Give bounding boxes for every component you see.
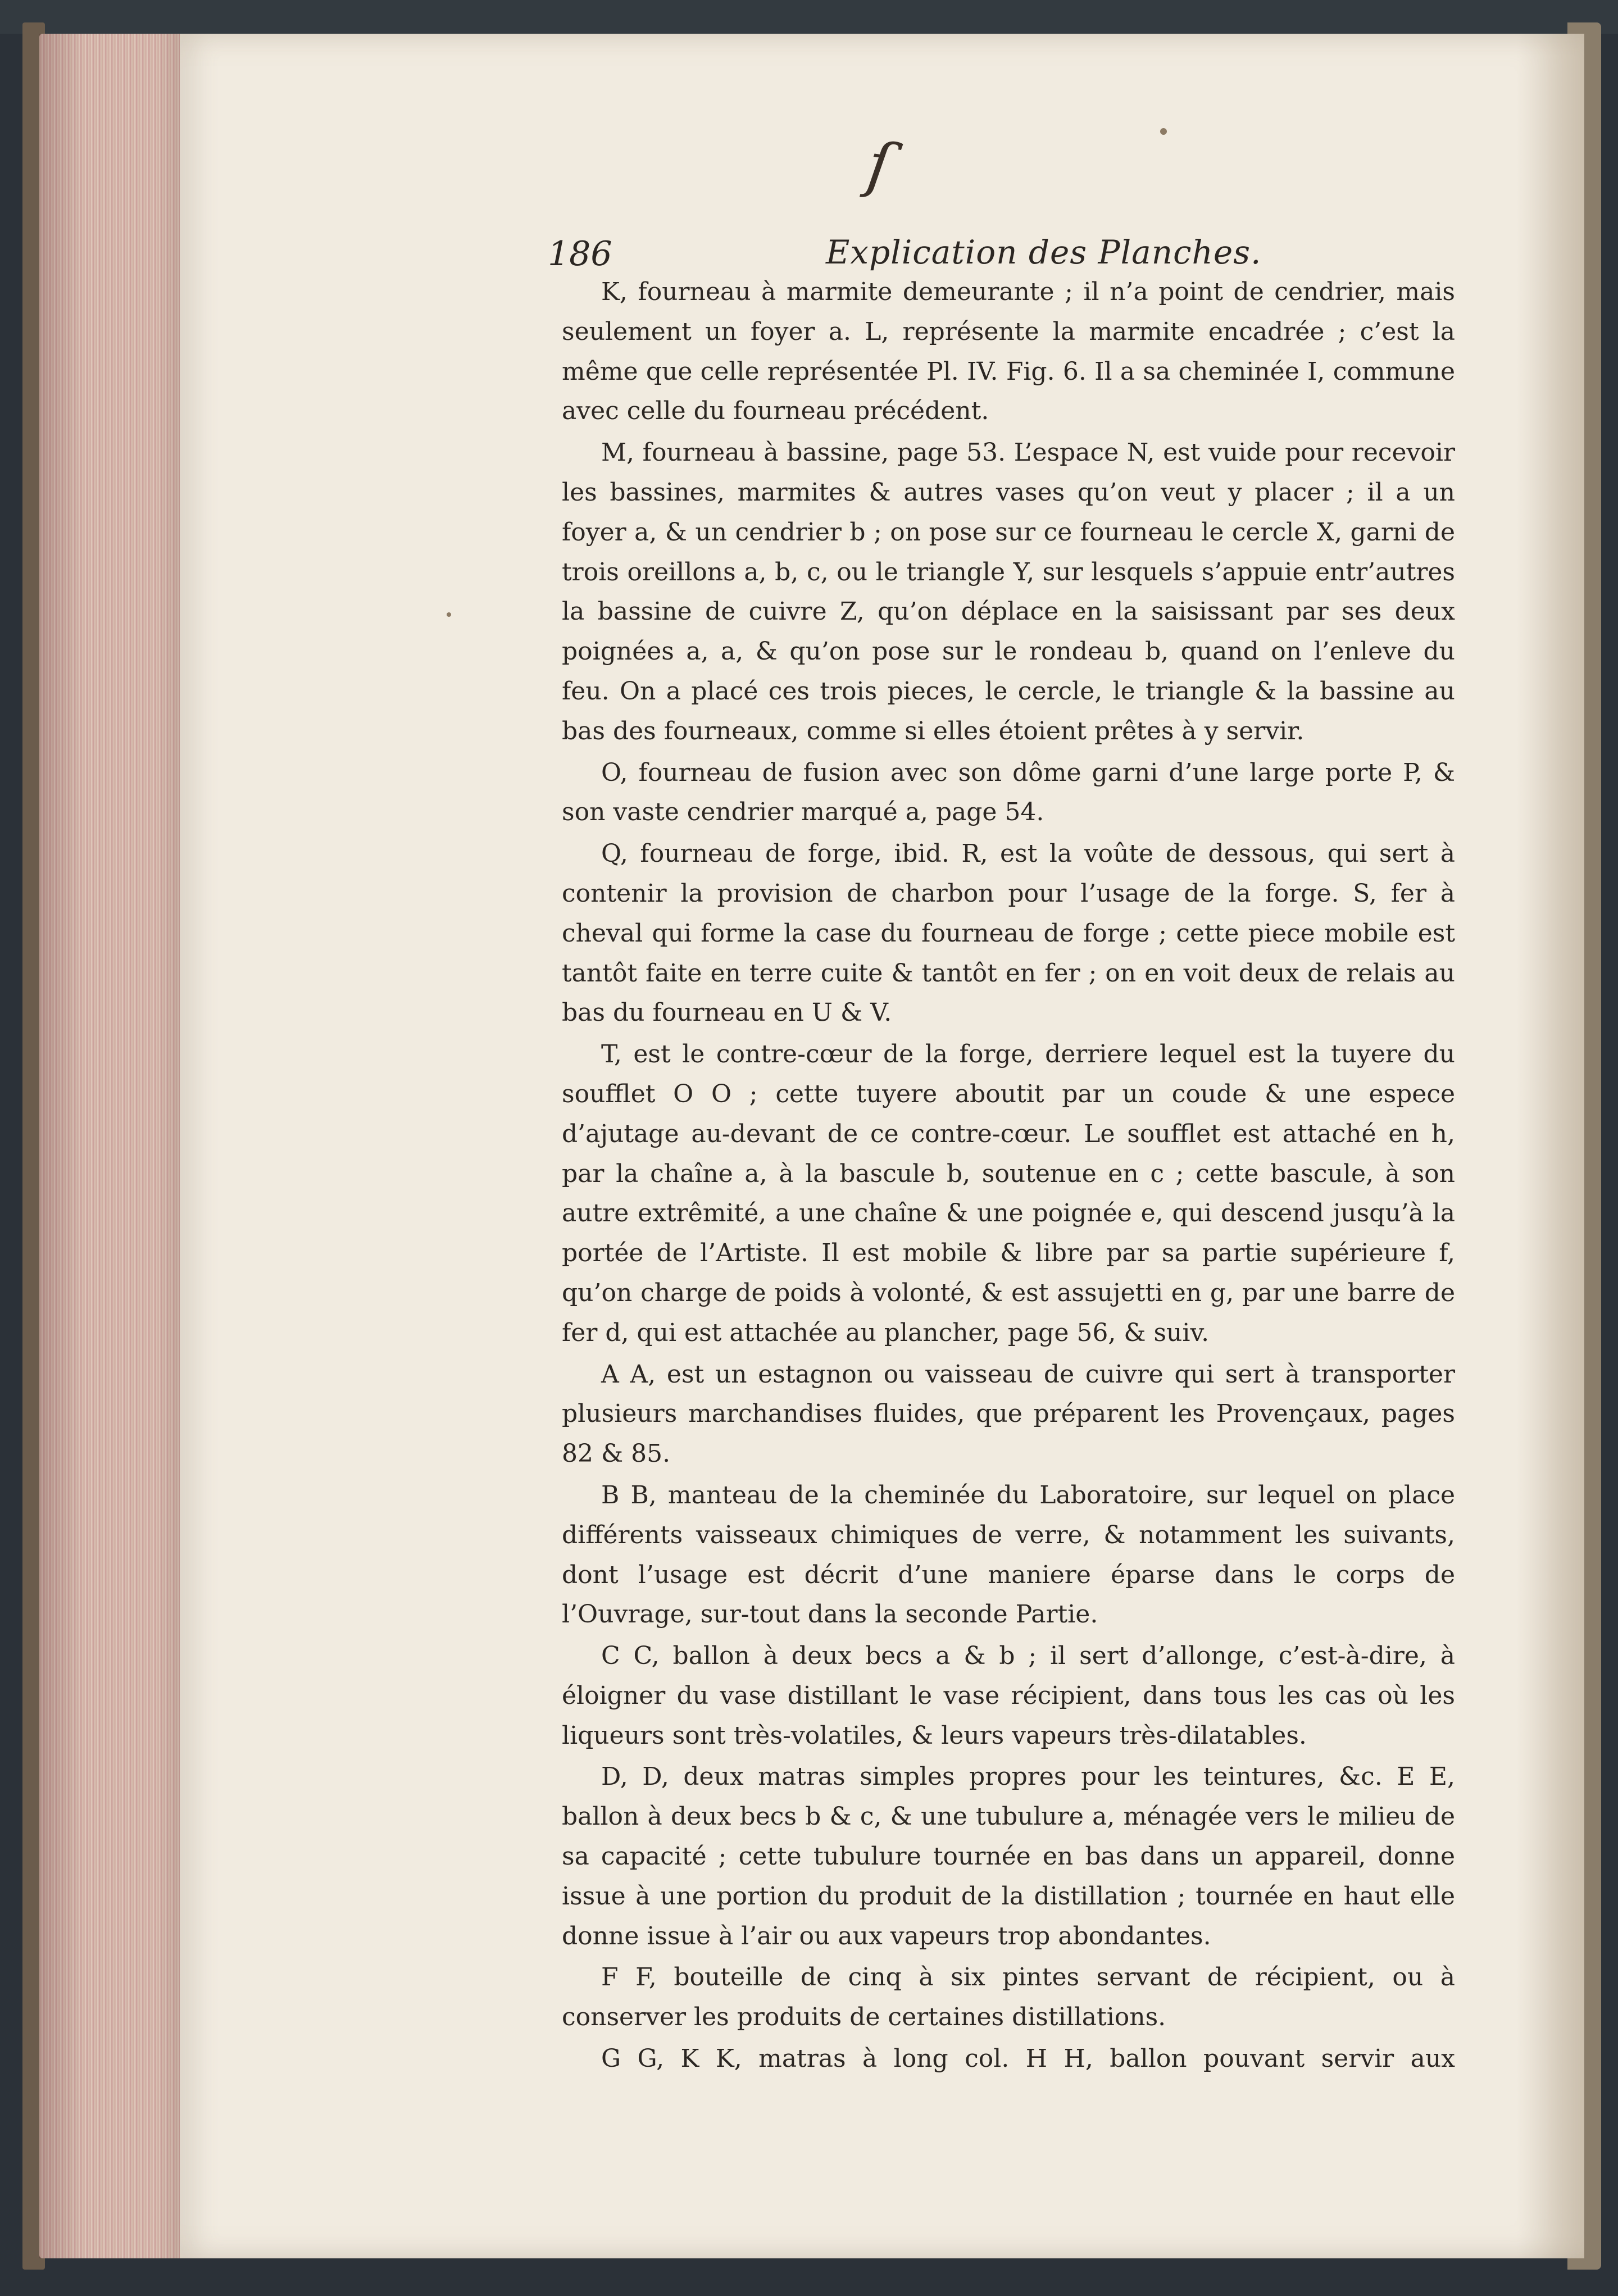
scanner-backdrop	[0, 0, 1618, 34]
foxing-spot	[1160, 128, 1167, 135]
paragraph-k: K, fourneau à marmite demeurante ; il n’a point de cendrier, mais seulement un foyer a. L, représente la marmite encadrée ; c’est la même que celle représentée Pl. IV. Fig. 6. Il a sa cheminée I, commune avec celle du fourneau précédent.	[562, 278, 1455, 426]
paragraph-ff: F F, bouteille de cinq à six pintes servant de récipient, ou à conserver les produits de certaines distillations.	[562, 1963, 1455, 2032]
paragraph-t: T, est le contre-cœur de la forge, derriere lequel est la tuyere du soufflet O O ; cette tuyere aboutit par un coude & une espece d’ajutage au-devant de ce contre-cœur. Le soufflet est attaché en h, par la chaîne a, à la bascule b, soutenue en c ; cette bascule, à son autre extrêmité, a une chaîne & une poignée e, qui descend jusqu’à la portée de l’Artiste. Il est mobile & libre par sa partie supérieure f, qu’on charge de poids à volonté, & est assujetti en g, par une barre de fer d, qui est attachée au plancher, page 56, & suiv.	[562, 1040, 1455, 1347]
paragraph-m: M, fourneau à bassine, page 53. L’espace N, est vuide pour recevoir les bassines, marmites & autres vases qu’on veut y placer ; il a un foyer a, & un cendrier b ; on pose sur ce fourneau le cercle X, garni de trois oreillons a, b, c, ou le triangle Y, sur lesquels s’appuie entr’autres la bassine de cuivre Z, qu’on déplace en la saisissant par ses deux poignées a, a, & qu’on pose sur le rondeau b, quand on l’enleve du feu. On a placé ces trois pieces, le cercle, le triangle & la bassine au bas des fourneaux, comme si elles étoient prêtes à y servir.	[562, 438, 1455, 745]
paragraph-cc: C C, ballon à deux becs a & b ; il sert d’allonge, c’est-à-dire, à éloigner du vase distillant le vase récipient, dans tous les cas où les liqueurs sont très-volatiles, & leurs vapeurs très-dilatables.	[562, 1642, 1455, 1750]
paragraph-o: O, fourneau de fusion avec son dôme garni d’une large porte P, & son vaste cendrier marqué a, page 54.	[562, 758, 1455, 827]
paragraph-aa: A A, est un estagnon ou vaisseau de cuivre qui sert à transporter plusieurs marchandises fluides, que préparent les Provençaux, pages 82 & 85.	[562, 1360, 1455, 1468]
paragraph-q: Q, fourneau de forge, ibid. R, est la voûte de dessous, qui sert à contenir la provision de charbon pour l’usage de la forge. S, fer à cheval qui forme la case du fourneau de forge ; cette piece mobile est tantôt faite en terre cuite & tantôt en fer ; on en voit deux de relais au bas du fourneau en U & V.	[562, 839, 1455, 1027]
book-fore-edge	[39, 34, 185, 2258]
ink-flourish-mark: ſ	[863, 128, 896, 203]
running-title: Explication des Planches.	[826, 233, 1262, 271]
page-number: 186	[548, 234, 612, 274]
foxing-spot	[447, 612, 451, 617]
page-curl-shadow	[1517, 34, 1584, 2258]
paragraph-bb: B B, manteau de la cheminée du Laboratoire, sur lequel on place différents vaisseaux chimiques de verre, & notamment les suivants, dont l’usage est décrit d’une maniere éparse dans le corps de l’Ouvrage, sur-tout dans la seconde Partie.	[562, 1480, 1455, 1629]
paragraph-gg: G G, K K, matras à long col. H H, ballon pouvant servir aux	[601, 2044, 1455, 2074]
body-text	[562, 272, 1455, 2081]
paragraph-dd: D, D, deux matras simples propres pour les teintures, &c. E E, ballon à deux becs b & c, & une tubulure a, ménagée vers le milieu de sa capacité ; cette tubulure tournée en bas dans un appareil, donne issue à une portion du produit de la distillation ; tournée en haut elle donne issue à l’air ou aux vapeurs trop abondantes.	[562, 1762, 1455, 1951]
page-header	[548, 228, 1458, 272]
